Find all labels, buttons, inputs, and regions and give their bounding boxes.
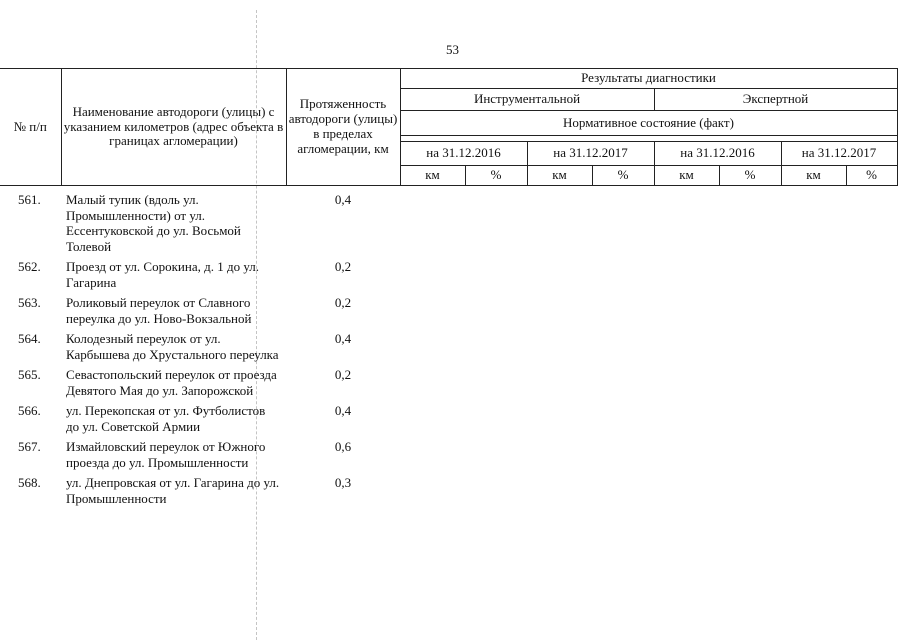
row-road-name: Измайловский переулок от Южного проезда до ул. Промышленности [66,439,266,470]
row-road-name: Проезд от ул. Сорокина, д. 1 до ул. Гагарина [66,259,259,290]
header-unit-km: км [781,166,846,186]
table-row [0,259,400,290]
header-normative: Нормативное состояние (факт) [400,111,897,136]
row-length: 0,4 [334,192,352,207]
table-row [0,331,400,362]
table-row [0,192,400,254]
header-unit-km: км [400,166,465,186]
row-number: 563. [18,295,41,310]
row-length: 0,4 [334,403,352,418]
table-row [0,439,400,470]
page-number: 53 [446,42,459,57]
header-table [0,68,898,186]
row-length: 0,4 [334,331,352,346]
header-date: на 31.12.2017 [527,142,654,166]
header-unit-pct: % [592,166,654,186]
row-number: 565. [18,367,41,382]
row-road-name: Колодезный переулок от ул. Карбышева до Хрустального переулка [66,331,279,362]
header-unit-km: км [527,166,592,186]
row-road-name: Севастопольский переулок от проезда Девятого Мая до ул. Запорожской [66,367,277,398]
row-road-name: ул. Перекопская от ул. Футболистов до ул. Советской Армии [66,403,266,434]
header-unit-km: км [654,166,719,186]
header-col-num: № п/п [0,69,61,186]
header-results: Результаты диагностики [400,69,897,89]
header-expert: Экспертной [654,89,897,111]
row-length: 0,2 [334,259,352,274]
row-length: 0,6 [334,439,352,454]
row-length: 0,3 [334,475,352,490]
row-number: 562. [18,259,41,274]
row-number: 561. [18,192,41,207]
row-length: 0,2 [334,295,352,310]
row-road-name: Малый тупик (вдоль ул. Промышленности) от ул. Ессентуковской до ул. Восьмой Толевой [66,192,241,254]
header-date: на 31.12.2017 [781,142,897,166]
header-date: на 31.12.2016 [654,142,781,166]
row-road-name: ул. Днепровская от ул. Гагарина до ул. Промышленности [66,475,280,506]
header-col-name: Наименование автодороги (улицы) с указанием километров (адрес объекта в границах агломерации) [61,69,286,186]
row-number: 568. [18,475,41,490]
table-row [0,367,400,398]
row-number: 566. [18,403,41,418]
row-number: 564. [18,331,41,346]
header-date: на 31.12.2016 [400,142,527,166]
header-col-length: Протяженность автодороги (улицы) в пределах агломерации, км [286,69,400,186]
table-row [0,475,400,506]
header-unit-pct: % [719,166,781,186]
header-unit-pct: % [465,166,527,186]
header-unit-pct: % [846,166,897,186]
row-length: 0,2 [334,367,352,382]
row-road-name: Роликовый переулок от Славного переулка до ул. Ново-Вокзальной [66,295,252,326]
table-row [0,295,400,326]
table-row [0,403,400,434]
row-number: 567. [18,439,41,454]
header-instrumental: Инструментальной [400,89,654,111]
road-list [0,192,400,511]
